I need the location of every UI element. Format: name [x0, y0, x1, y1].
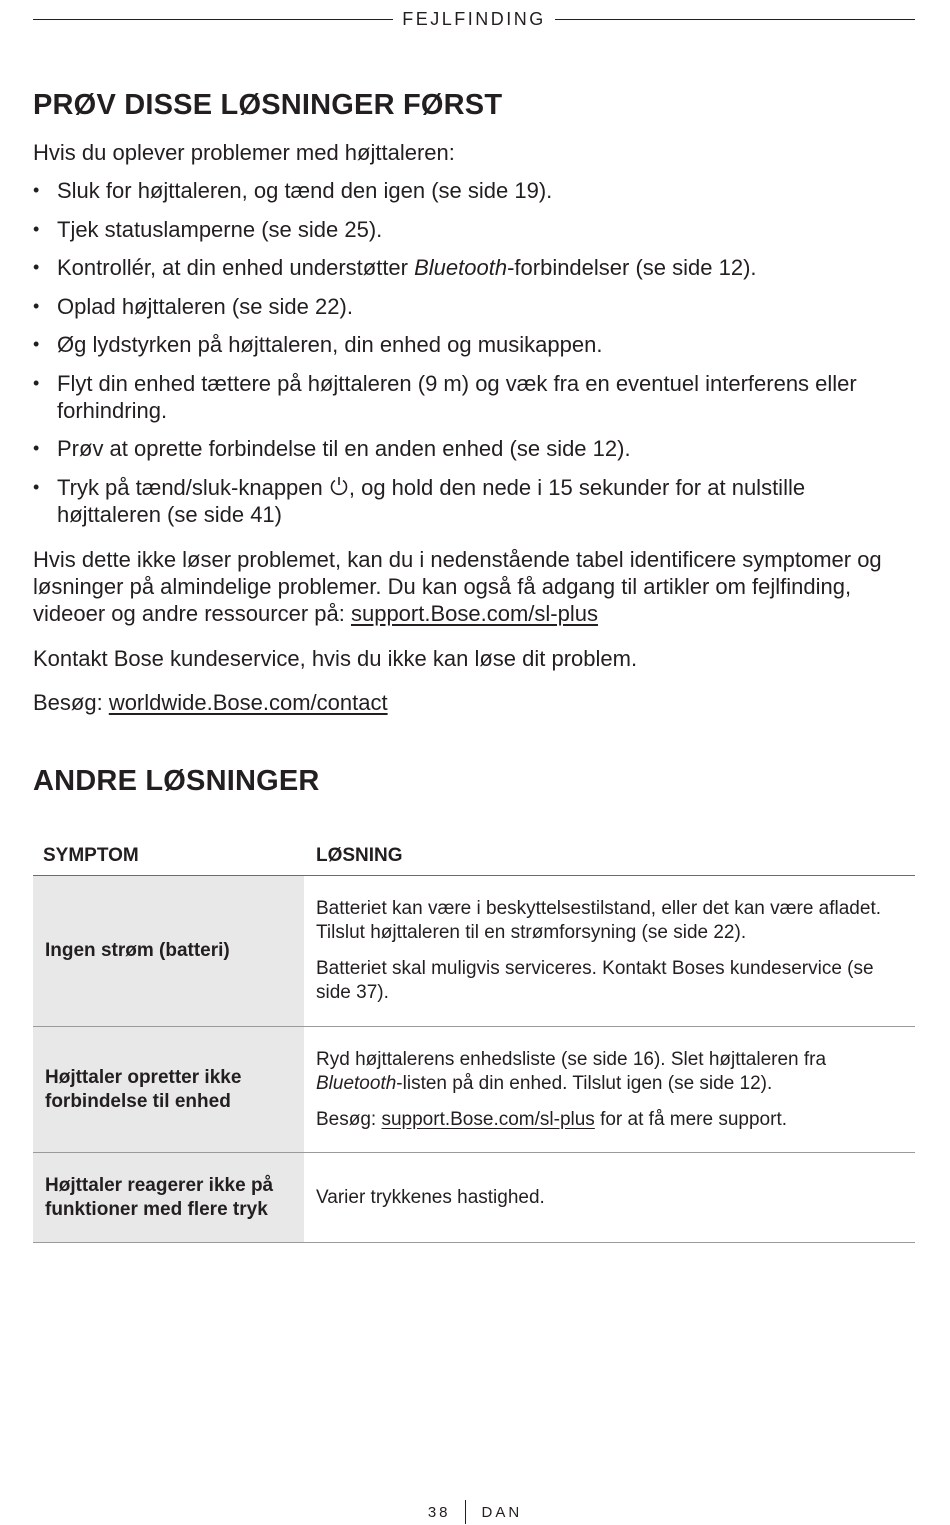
list-item-text: Oplad højttaleren (se side 22). — [57, 293, 353, 319]
table-header-row — [33, 836, 915, 876]
bluetooth-term: Bluetooth — [414, 255, 508, 280]
bullet-icon: • — [33, 438, 40, 458]
bullet-icon: • — [33, 476, 40, 497]
list-item-text: Tryk på tænd/sluk-knappen — [57, 474, 329, 500]
bullet-icon: • — [33, 180, 40, 200]
list-item-text: Prøv at oprette forbindelse til en anden enhed (se side 12). — [57, 436, 631, 461]
symptom-cell: Ingen strøm (batteri) — [33, 876, 304, 1027]
table-row — [33, 1153, 915, 1243]
visit-label: Besøg: — [316, 1108, 382, 1130]
bullet-icon: • — [33, 372, 40, 393]
contact-link[interactable]: worldwide.Bose.com/contact — [108, 690, 388, 715]
list-item-text: -forbindelser (se side 12). — [507, 255, 757, 280]
column-header-symptom: SYMPTOM — [33, 836, 304, 876]
list-item — [33, 331, 915, 358]
list-item — [33, 293, 915, 320]
solution-cell — [304, 1153, 915, 1243]
list-item — [33, 254, 915, 281]
symptom-cell: Højttaler reagerer ikke på funktioner med flere tryk — [33, 1153, 304, 1243]
language-code: DAN — [481, 1503, 523, 1521]
solution-text: Batteriet kan være i beskyttelsestilstand, eller det kan være afladet. Tilslut højttaleren til en strømforsyning (se side 22). — [316, 898, 881, 943]
bullet-icon: • — [33, 334, 40, 354]
visit-paragraph — [33, 689, 915, 716]
list-item-text: Flyt din enhed tættere på højttaleren (9 m) og væk fra en eventuel interferens eller forhindring. — [57, 370, 857, 423]
list-item-text: Kontrollér, at din enhed understøtter — [57, 255, 415, 280]
list-item-text: Sluk for højttaleren, og tænd den igen (se side 19). — [57, 178, 553, 203]
solution-text: Batteriet skal muligvis serviceres. Kontakt Boses kundeservice (se side 37). — [316, 958, 874, 1003]
solution-text-part: Ryd højttalerens enhedsliste (se side 16). Slet højttaleren fra — [316, 1048, 827, 1070]
header-line-right — [555, 19, 915, 20]
list-item — [33, 370, 915, 424]
solution-cell — [304, 1027, 915, 1153]
list-item-text: , og hold den nede i 15 sekunder for at nulstille højttaleren (se side 41) — [57, 474, 806, 527]
list-item-text: Tjek statuslamperne (se side 25). — [57, 216, 383, 242]
bullet-icon: • — [33, 257, 40, 277]
page-number: 38 — [427, 1503, 451, 1521]
contact-paragraph: Kontakt Bose kundeservice, hvis du ikke kan løse dit problem. — [33, 646, 638, 671]
solutions-list — [33, 177, 915, 539]
header-rule — [33, 6, 915, 32]
section-title: FEJLFINDING — [402, 8, 546, 29]
power-icon — [329, 475, 349, 497]
solution-text — [316, 1048, 903, 1096]
support-link[interactable]: support.Bose.com/sl-plus — [350, 601, 598, 626]
page-footer — [0, 1500, 950, 1524]
solutions-table — [33, 836, 915, 1243]
list-item — [33, 216, 915, 243]
list-item — [33, 177, 915, 204]
intro-text: Hvis du oplever problemer med højttaleren: — [33, 140, 455, 165]
symptom-cell: Højttaler opretter ikke forbindelse til enhed — [33, 1027, 304, 1153]
table-row — [33, 876, 915, 1027]
column-header-solution: LØSNING — [304, 836, 915, 876]
list-item — [33, 435, 915, 462]
header-line-left — [33, 19, 393, 20]
list-item — [33, 474, 915, 528]
heading-try-first: PRØV DISSE LØSNINGER FØRST — [33, 89, 503, 121]
bullet-icon: • — [33, 218, 40, 239]
bullet-icon: • — [33, 295, 40, 316]
solution-text — [316, 1108, 903, 1132]
visit-label: Besøg: — [33, 690, 109, 715]
paragraph-text: Hvis dette ikke løser problemet, kan du i nedenstående tabel identificere symptomer og løsninger på almindelige problemer. Du kan også få adgang til artikler om fejlfinding, videoer og andre ressourcer på: — [33, 547, 882, 626]
solution-text: Varier trykkenes hastighed. — [316, 1186, 545, 1208]
bluetooth-term: Bluetooth — [316, 1072, 397, 1094]
footer-divider — [465, 1500, 466, 1524]
support-link[interactable]: support.Bose.com/sl-plus — [381, 1108, 595, 1130]
table-intro-paragraph — [33, 546, 915, 627]
table-row — [33, 1027, 915, 1153]
solution-cell — [304, 876, 915, 1027]
list-item-text: Øg lydstyrken på højttaleren, din enhed og musikappen. — [57, 332, 603, 357]
solution-text-part: -listen på din enhed. Tilslut igen (se side 12). — [396, 1072, 773, 1094]
heading-other-solutions: ANDRE LØSNINGER — [33, 765, 320, 797]
solution-text-part: for at få mere support. — [594, 1108, 788, 1130]
